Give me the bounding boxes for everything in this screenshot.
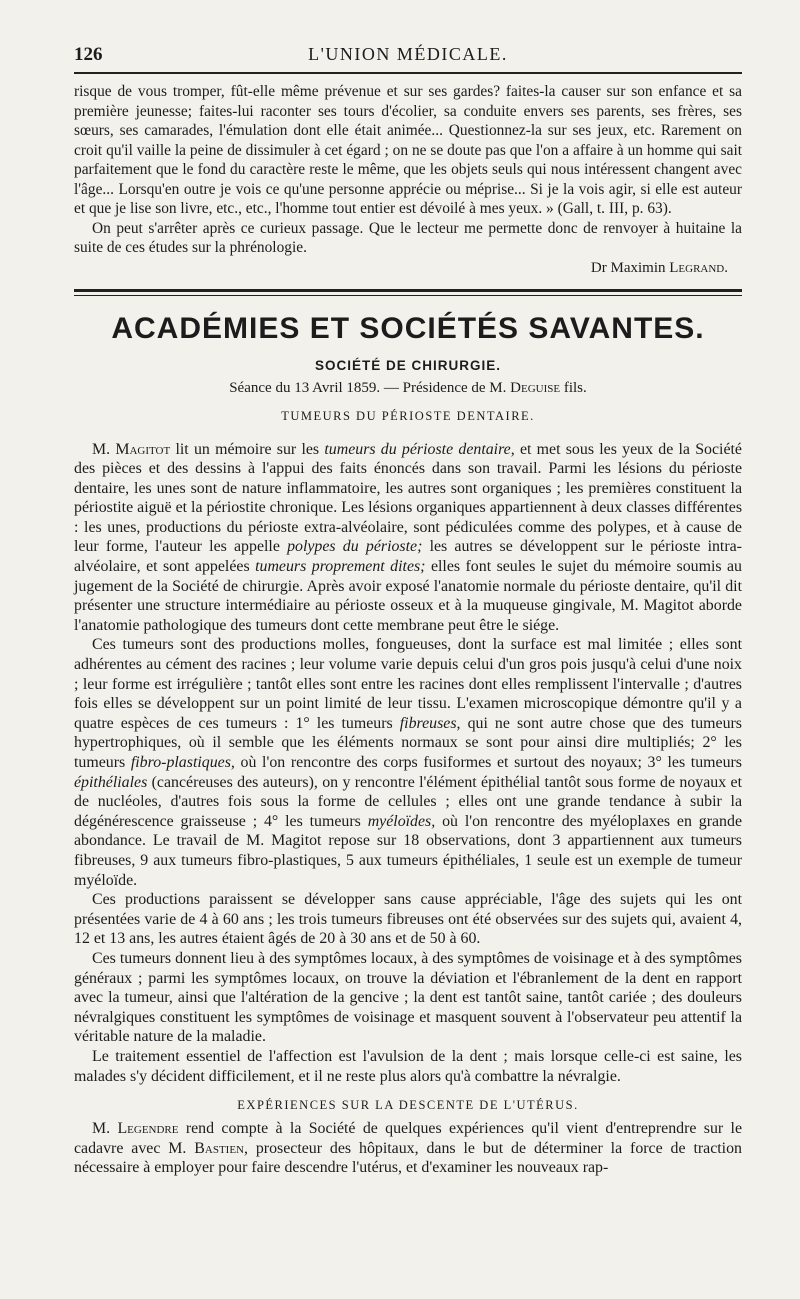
page-content	[74, 82, 742, 1178]
signature-name: Legrand.	[669, 259, 728, 276]
session-line	[74, 380, 742, 397]
text-run: (cancéreuses des auteurs), on y rencontre l'élément épithélial tantôt sous forme de noyaux et de nucléoles, d'autres fois sous la forme de cellules ; elles ont une grande tendance à subir la dégénérescence graisseuse ; 4° les tumeurs	[74, 773, 742, 830]
article-paragraph-6	[74, 1119, 742, 1178]
section-title: ACADÉMIES ET SOCIÉTÉS SAVANTES.	[111, 311, 705, 345]
emphasis: tumeurs du périoste dentaire,	[324, 440, 515, 458]
text-run: qui ne sont autre chose que des tumeurs hypertrophiques, où il semble que les éléments normaux se sont pour ainsi dire multipliés; 2° les tumeurs	[74, 714, 742, 771]
article-paragraph-3: Ces productions paraissent se développer sans cause appréciable, l'âge des sujets qui les ont présentées varie de 4 à 60 ans ; les trois tumeurs fibreuses ont été observées sur des sujets qui, avaient 4, 12 et 13 ans, les autres étaient âgés de 20 à 30 ans et de 50 à 60.	[74, 891, 742, 948]
text-run: lit un mémoire sur les	[170, 440, 325, 458]
emphasis: fibreuses,	[399, 714, 461, 732]
header-rule	[74, 72, 742, 74]
text-run: Ces tumeurs sont des productions molles, fongueuses, dont la surface est mal limitée ; elles sont adhérentes au cément des racines ; leur volume varie depuis celui d'un gros pois jusqu'à celui d'une noix ; leur forme est irrégulière ; tantôt elles sont entre les racines dont elles remplissent l'intervalle ; d'autres fois elles se développent sur un point limité de leur tissu. L'examen microscopique démontre qu'il y a quatre espèces de ces tumeurs : 1° les tumeurs	[74, 636, 742, 732]
continuation-paragraph: risque de vous tromper, fût-elle même prévenue et sur ses gardes? faites-la causer sur son enfance et sa première jeunesse; faites-lui raconter ses tours d'écolier, sa conduite envers ses parents, ses frères, ses sœurs, ses camarades, l'émulation dont elle était animée... Questionnez-la sur ses jeux, etc. Rarement on croit qu'il vaille la peine de dissimuler à cet égard ; on ne se doute pas que l'on a affaire à un homme qui sait parfaitement que le fond du caractère reste le même, que les objets seuls qui nous intéressent changent avec l'âge... Lorsqu'en outre je vois ce qu'une personne apprécie ou méprise... Si je la vois agir, si elle est auteur et que je lise son livre, etc., etc., l'homme tout entier est dévoilé à mes yeux. » (Gall, t. III, p. 63).	[74, 83, 742, 217]
journal-title: L'UNION MÉDICALE.	[308, 44, 508, 64]
session-prefix: Séance du 13 Avril 1859. — Présidence de M.	[229, 379, 507, 396]
text-run: et met sous les yeux de la Société des pièces et des dessins à l'appui des faits énoncés dans son travail. Parmi les lésions du périoste dentaire, les unes sont de nature inflammatoire, les autres sont organiques ; les premières constituent la périostite aiguë et la périostite chronique. Les lésions organiques appartiennent à deux classes différentes : les unes, productions du périoste extra-alvéolaire, sont pédiculées comme des polypes, et à cause de leur forme, l'auteur les appelle	[74, 440, 742, 556]
author-name: Magitot	[115, 440, 171, 458]
society-heading: SOCIÉTÉ DE CHIRURGIE.	[314, 357, 502, 373]
session-president: Deguise	[510, 379, 561, 396]
topic-heading-periosteum: TUMEURS DU PÉRIOSTE DENTAIRE.	[281, 408, 535, 423]
emphasis: tumeurs proprement dites;	[255, 558, 426, 576]
text-run: prosecteur des hôpitaux, dans le but de déterminer la force de traction nécessaire à employer pour faire descendre l'utérus, et d'examiner les nouveaux rap-	[74, 1139, 742, 1177]
article-paragraph-5: Le traitement essentiel de l'affection est l'avulsion de la dent ; mais lorsque celle-ci est saine, les malades s'y décident difficilement, et il ne reste plus alors qu'à combattre la névralgie.	[74, 1047, 742, 1085]
text-run: les autres se développent sur le périoste intra-alvéolaire, et sont appelées	[74, 538, 742, 576]
article-paragraph-2	[74, 635, 742, 890]
continuation-paragraph-closing: On peut s'arrêter après ce curieux passage. Que le lecteur me permette donc de renvoyer à huitaine la suite de ces études sur la phrénologie.	[74, 219, 742, 256]
author-signature	[74, 260, 742, 277]
text-run: où l'on rencontre des myéloplaxes en grande abondance. Le travail de M. Magitot repose sur 18 observations, dont 3 appartiennent aux tumeurs fibreuses, 9 aux tumeurs fibro-plastiques, 5 aux tumeurs épithéliales, 1 seule est un exemple de tumeur myéloïde.	[74, 812, 743, 889]
signature-prefix: Dr Maximin	[590, 259, 666, 276]
page-number: 126	[74, 44, 103, 65]
section-divider	[74, 289, 742, 296]
session-suffix: fils.	[563, 379, 587, 396]
article-paragraph-4: Ces tumeurs donnent lieu à des symptômes locaux, à des symptômes de voisinage et à des symptômes généraux ; parmi les symptômes locaux, on trouve la déviation et l'ébranlement de la dent en rapport avec la tumeur, ainsi que l'altération de la gencive ; la dent est tantôt saine, tantôt cariée ; des douleurs névralgiques constituent les symptômes de voisinage et masquent souvent à l'observateur peu attentif la véritable nature de la maladie.	[74, 949, 742, 1046]
emphasis: myéloïdes,	[367, 812, 436, 830]
author-name: Legendre	[117, 1120, 179, 1138]
person-name: Bastien,	[194, 1139, 248, 1157]
text-run: où l'on rencontre des corps fusiformes et surtout des noyaux; 3° les tumeurs	[234, 754, 742, 771]
emphasis: fibro-plastiques,	[130, 754, 235, 771]
article-paragraph-1	[74, 440, 742, 636]
text-run: M.	[92, 1120, 118, 1138]
text-run: M.	[92, 440, 116, 458]
topic-heading-uterus: EXPÉRIENCES SUR LA DESCENTE DE L'UTÉRUS.	[237, 1098, 579, 1113]
emphasis: polypes du périoste;	[287, 538, 423, 556]
page-header	[74, 44, 742, 70]
text-run: elles font seules le sujet du mémoire soumis au jugement de la Société de chirurgie. Après avoir exposé l'anatomie normale du périoste dentaire, qu'il dit présenter une structure intermédiaire au périoste osseux et à la muqueuse gingivale, M. Magitot aborde l'anatomie pathologique des tumeurs dont cette membrane peut être le siége.	[74, 558, 743, 634]
emphasis: épithéliales	[74, 773, 148, 791]
text-run: rend compte à la Société de quelques expériences qu'il vient d'entreprendre sur le cadavre avec M.	[74, 1120, 743, 1157]
